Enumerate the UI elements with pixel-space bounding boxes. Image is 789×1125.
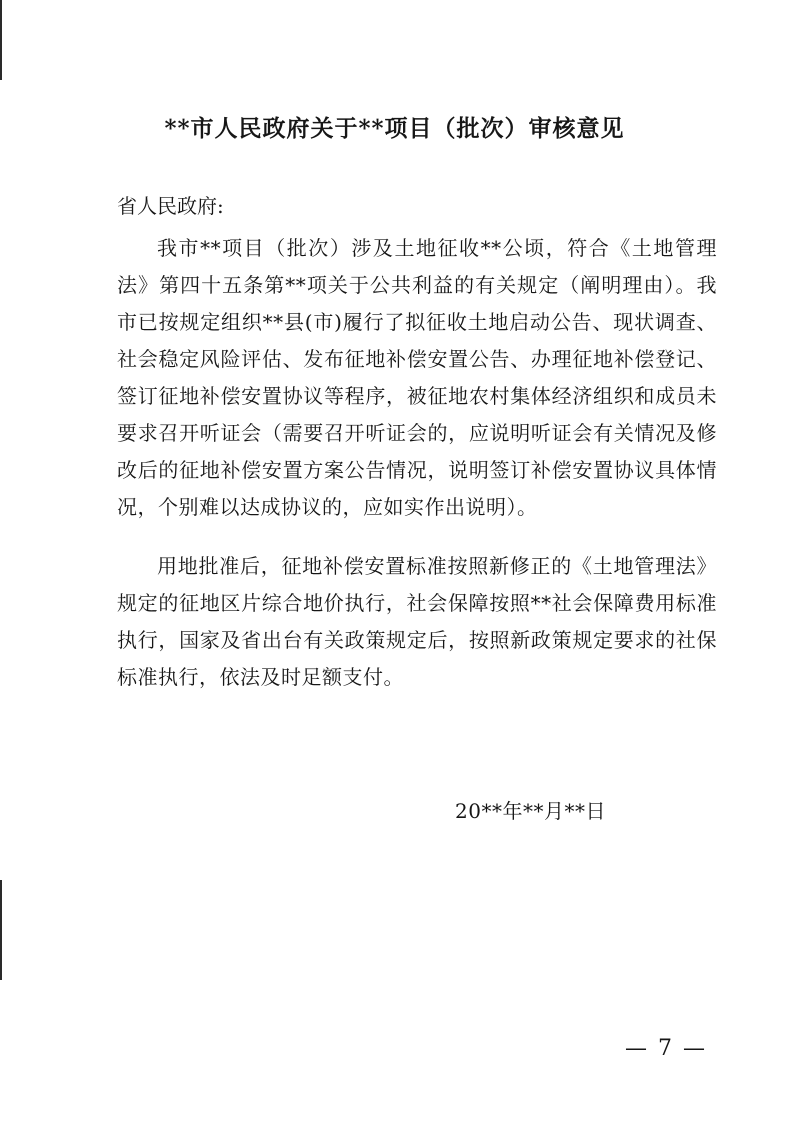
body-paragraph-2: 用地批准后，征地补偿安置标准按照新修正的《土地管理法》规定的征地区片综合地价执行，社会保障按照**社会保障费用标准执行，国家及省出台有关政策规定后，按照新政策规定要求的社保标准执行，依法及时足额支付。 [117, 554, 717, 689]
document-date: 20**年**月**日 [455, 799, 606, 823]
addressee: 省人民政府: [117, 194, 224, 218]
scan-edge-mark [0, 880, 2, 980]
document-title: **市人民政府关于**项目（批次）审核意见 [164, 115, 625, 142]
page-number: — 7 — [625, 1036, 707, 1061]
body-paragraph-1: 我市**项目（批次）涉及土地征收**公顷，符合《土地管理法》第四十五条第**项关于公共利益的有关规定（阐明理由）。我市已按规定组织**县(市)履行了拟征收土地启动公告、现状调查、社会稳定风险评估、发布征地补偿安置公告、办理征地补偿登记、签订征地补偿安置协议等程序，被征地农村集体经济组织和成员未要求召开听证会（需要召开听证会的，应说明听证会有关情况及修改后的征地补偿安置方案公告情况，说明签订补偿安置协议具体情况，个别难以达成协议的，应如实作出说明）。 [117, 236, 717, 519]
scan-edge-mark [0, 0, 2, 80]
